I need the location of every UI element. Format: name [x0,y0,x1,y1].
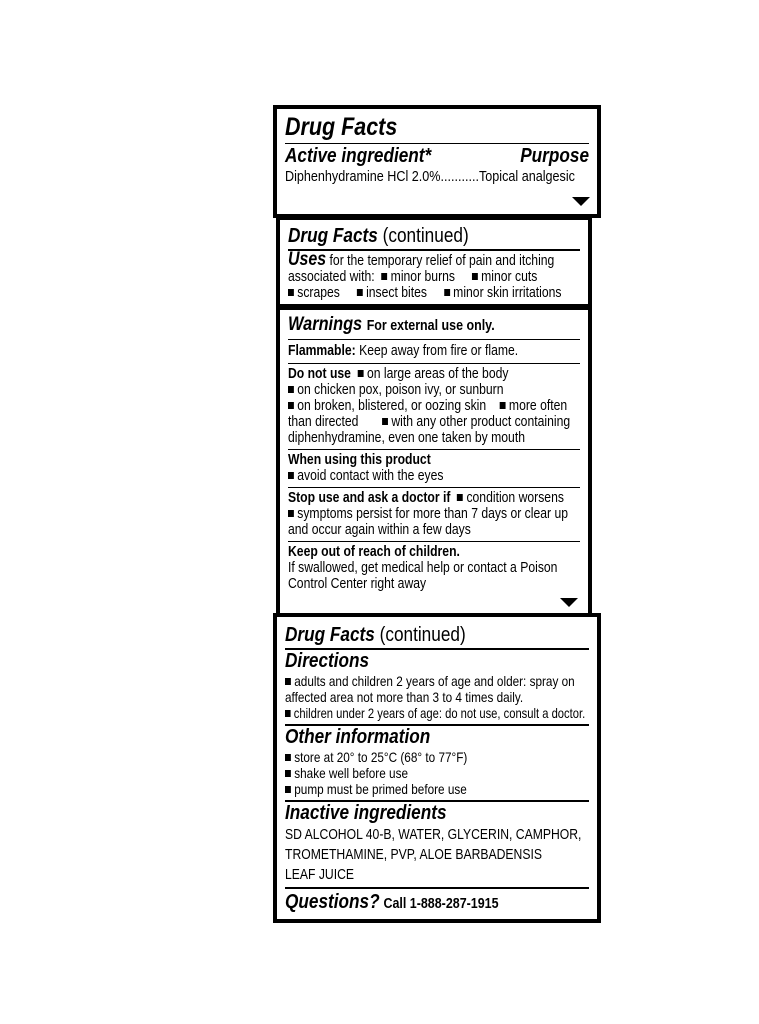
do-not-use-item: with any other product containing [391,414,571,430]
bullet-icon [288,472,294,479]
bullet-icon [358,370,364,377]
bullet-icon [285,678,291,685]
direction-item: children under 2 years of age: do not use, consult a doctor. [293,705,586,721]
use-item: scrapes [297,285,340,301]
continue-arrow-icon [572,197,590,206]
ingredient-line: Diphenhydramine HCl 2.0%...........Topical analgesic [285,168,575,185]
other-information-section [285,726,589,797]
keep-out-section [288,542,580,595]
bullet-icon [382,418,388,425]
direction-item: adults and children 2 years of age and older: spray on [294,673,575,689]
inactive-ingredients-section [285,802,589,885]
bullet-icon [288,289,294,296]
flammable-text: Keep away from fire or flame. [359,343,519,359]
keep-out-label: Keep out of reach of children. [288,544,460,560]
other-item: store at 20° to 25°C (68° to 77°F) [294,749,468,765]
when-using-label: When using this product [288,452,431,468]
do-not-use-item: than directed [288,414,359,430]
use-item: minor burns [390,269,455,285]
questions-phone: Call 1-888-287-1915 [383,896,499,912]
stop-use-item: symptoms persist for more than 7 days or clear up [297,506,569,522]
panel-title: Drug Facts [285,113,398,141]
bullet-icon [444,289,450,296]
active-ingredient-heading: Active ingredient* [285,145,432,167]
bullet-icon [285,754,291,761]
directions-heading: Directions [285,650,370,672]
drug-facts-panel-2 [276,216,592,308]
questions-heading: Questions? [285,891,380,913]
stop-use-item: and occur again within a few days [288,522,471,538]
drug-facts-panel-3 [276,306,592,617]
inactive-line: LEAF JUICE [285,867,355,883]
keep-out-line: If swallowed, get medical help or contact a Poison [288,560,558,576]
questions-section [285,889,589,917]
purpose-heading: Purpose [520,145,589,167]
flammable-section [288,340,580,363]
other-information-heading: Other information [285,726,431,748]
bullet-icon [285,710,291,717]
do-not-use-section [288,364,580,449]
uses-line2: associated with: [288,269,375,285]
stop-use-item: condition worsens [466,490,564,506]
inactive-line: SD ALCOHOL 40-B, WATER, GLYCERIN, CAMPHOR, [285,827,582,843]
do-not-use-label: Do not use [288,366,351,382]
stop-use-label: Stop use and ask a doctor if [288,490,451,506]
do-not-use-item: diphenhydramine, even one taken by mouth [288,430,525,446]
when-using-item: avoid contact with the eyes [297,468,444,484]
other-item: pump must be primed before use [294,781,467,797]
do-not-use-item: on broken, blistered, or oozing skin [297,398,487,414]
other-item: shake well before use [294,765,408,781]
bullet-icon [285,770,291,777]
bullet-icon [288,402,294,409]
warnings-heading: Warnings [288,314,363,335]
title-suffix: (continued) [382,225,469,247]
bullet-icon [457,494,463,501]
do-not-use-item: more often [508,398,568,414]
bullet-icon [357,289,363,296]
bullet-icon [500,402,506,409]
direction-item: affected area not more than 3 to 4 times daily. [285,689,524,705]
bullet-icon [285,786,291,793]
use-item: insect bites [366,285,428,301]
do-not-use-item: on large areas of the body [366,366,509,382]
drug-facts-panel-4 [273,613,601,923]
continue-arrow-icon [560,598,578,607]
flammable-label: Flammable: [288,343,356,359]
inactive-line: TROMETHAMINE, PVP, ALOE BARBADENSIS [285,847,542,863]
uses-heading: Uses [288,249,327,270]
drug-facts-panel-1 [273,105,601,218]
bullet-icon [381,273,387,280]
stop-use-section [288,488,580,541]
bullet-icon [288,510,294,517]
use-item: minor skin irritations [453,285,562,301]
panel-title: Drug Facts [285,624,375,646]
when-using-section [288,450,580,487]
do-not-use-item: on chicken pox, poison ivy, or sunburn [297,382,504,398]
inactive-ingredients-heading: Inactive ingredients [285,802,447,824]
bullet-icon [472,273,478,280]
warnings-sub: For external use only. [366,318,495,334]
use-item: minor cuts [481,269,538,285]
keep-out-line: Control Center right away [288,576,427,592]
panel-title: Drug Facts [288,225,378,247]
title-suffix: (continued) [379,624,466,646]
uses-text: for the temporary relief of pain and itching [329,253,555,269]
directions-section [285,650,589,721]
bullet-icon [288,386,294,393]
